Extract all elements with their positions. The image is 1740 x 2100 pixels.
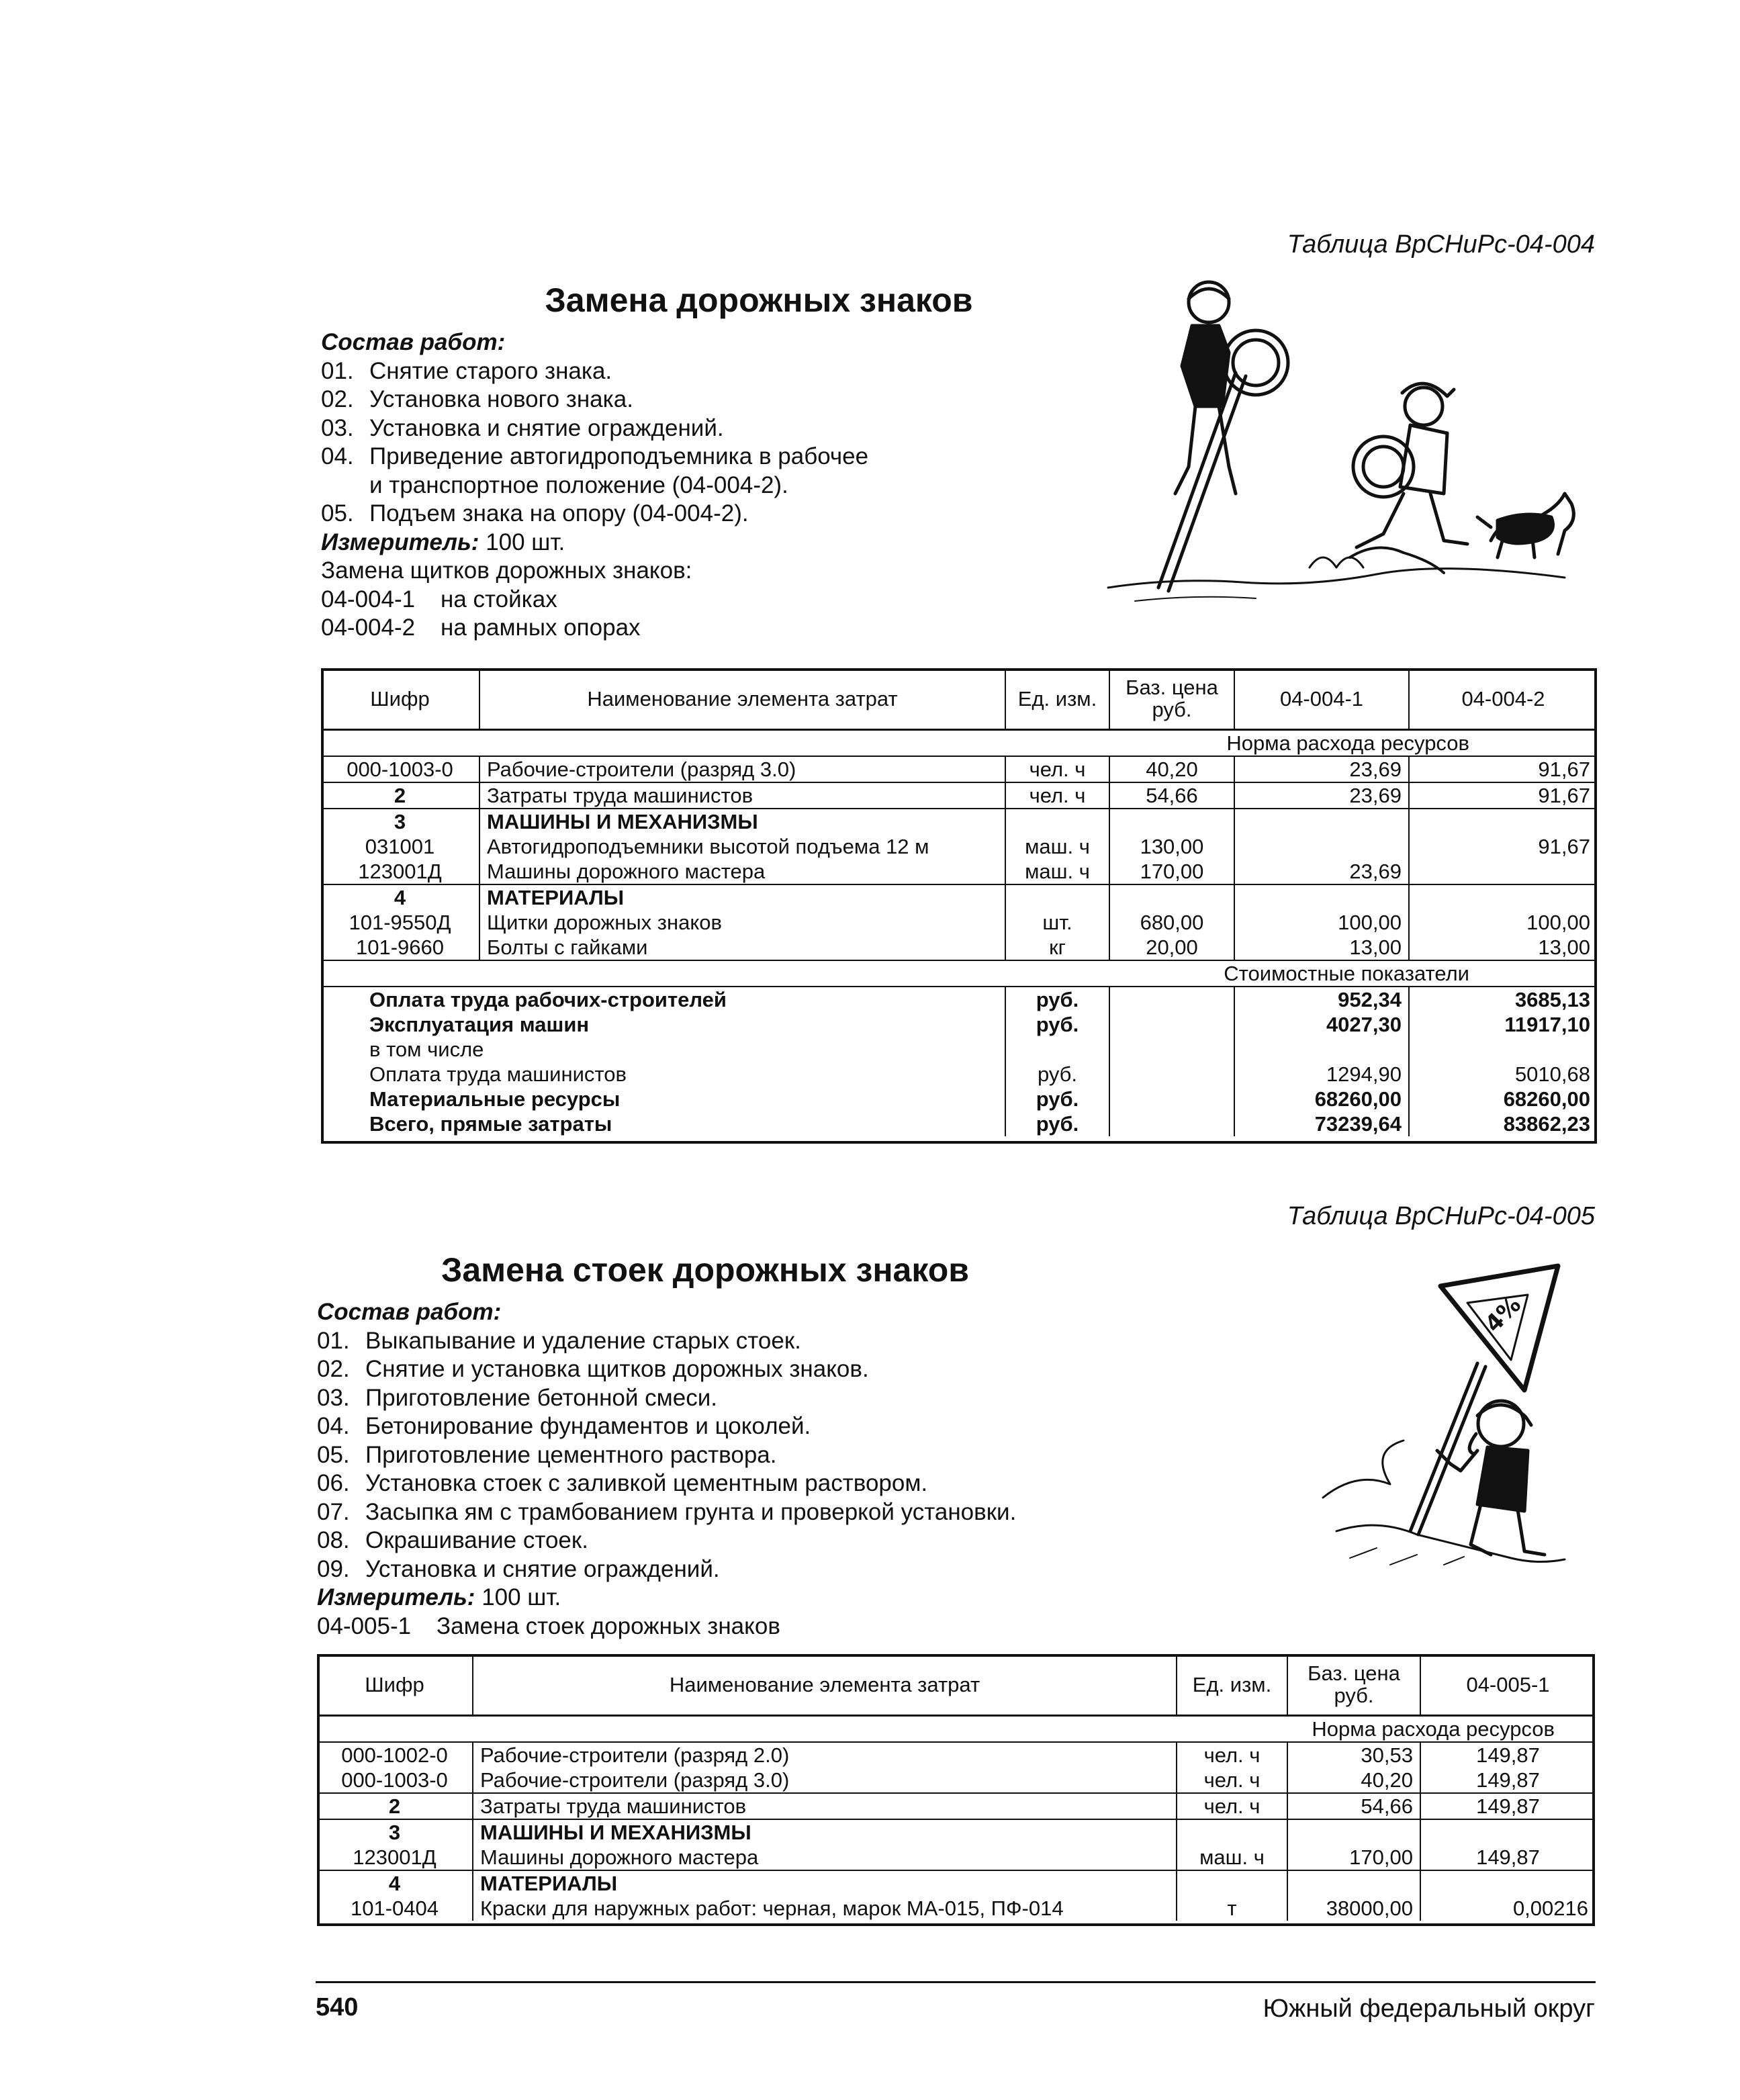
norm-label: Норма расхода ресурсов bbox=[321, 730, 1597, 757]
table-row: 000-1003-0 Рабочие-строители (разряд 3.0) чел. ч 40,20 23,69 91,67 bbox=[321, 756, 1597, 782]
work-item: 05. Приготовление цементного раствора. bbox=[317, 1441, 777, 1468]
footer-divider bbox=[316, 1981, 1596, 1983]
col-header: 04-004-1 bbox=[1234, 668, 1409, 730]
table-row: 000-1003-0 Рабочие-строители (разряд 3.0) чел. ч 40,20 149,87 bbox=[317, 1768, 1595, 1793]
table-row: 031001 Автогидроподъемники высотой подъема 12 м маш. ч 130,00 91,67 bbox=[321, 834, 1597, 859]
table-row: 123001Д Машины дорожного мастера маш. ч 170,00 149,87 bbox=[317, 1845, 1595, 1870]
col-header: Шифр bbox=[321, 668, 479, 730]
road-sign-workers-illustration bbox=[1095, 272, 1592, 621]
code-item: 04-004-1 на стойках bbox=[321, 586, 557, 612]
work-item: 09. Установка и снятие ограждений. bbox=[317, 1555, 720, 1582]
table-row: 101-9660 Болты с гайками кг 20,00 13,00 13,00 bbox=[321, 935, 1597, 960]
norm-label: Норма расхода ресурсов bbox=[317, 1716, 1595, 1743]
cost-table-2 bbox=[317, 1654, 1595, 1921]
work-item: 04. Приведение автогидроподъемника в рабочее bbox=[321, 443, 869, 469]
work-item: 01. Снятие старого знака. bbox=[321, 357, 612, 384]
work-composition-2 bbox=[317, 1298, 1324, 1641]
table-number-2: Таблица ВрСНиРс-04-005 bbox=[1287, 1202, 1595, 1230]
cost-section-row bbox=[321, 960, 1597, 987]
code-item: 04-005-1 Замена стоек дорожных знаков bbox=[317, 1612, 780, 1639]
table-row: 101-0404 Краски для наружных работ: черная, марок МА-015, ПФ-014 т 38000,00 0,00216 bbox=[317, 1896, 1595, 1921]
work-item: 05. Подъем знака на опору (04-004-2). bbox=[321, 500, 749, 527]
table-row: 3 МАШИНЫ И МЕХАНИЗМЫ bbox=[317, 1819, 1595, 1845]
col-header: Ед. изм. bbox=[1177, 1654, 1287, 1716]
work-item: и транспортное положение (04-004-2). bbox=[369, 471, 788, 498]
cost-row: Всего, прямые затраты руб. 73239,64 83862,23 bbox=[321, 1111, 1597, 1136]
col-header: 04-005-1 bbox=[1420, 1654, 1595, 1716]
norm-section-row bbox=[321, 730, 1597, 757]
norm-section-row bbox=[317, 1716, 1595, 1743]
work-composition-1 bbox=[321, 328, 1127, 643]
work-item: 02. Снятие и установка щитков дорожных знаков. bbox=[317, 1356, 869, 1382]
table-row: 101-9550Д Щитки дорожных знаков шт. 680,00 100,00 100,00 bbox=[321, 910, 1597, 935]
work-item: 06. Установка стоек с заливкой цементным раствором. bbox=[317, 1470, 928, 1496]
meter: Измеритель: 100 шт. bbox=[321, 529, 565, 555]
work-item: 02. Установка нового знака. bbox=[321, 386, 633, 412]
cost-table-1 bbox=[321, 668, 1597, 1136]
col-header: Наименование элемента затрат bbox=[473, 1654, 1177, 1716]
svg-text:4%: 4% bbox=[1479, 1291, 1526, 1338]
cost-row: Эксплуатация машин руб. 4027,30 11917,10 bbox=[321, 1012, 1597, 1037]
subtitle: Замена щитков дорожных знаков: bbox=[321, 557, 692, 584]
cost-row: в том числе bbox=[321, 1037, 1597, 1062]
work-item: 08. Окрашивание стоек. bbox=[317, 1527, 588, 1553]
table-row: 3 МАШИНЫ И МЕХАНИЗМЫ bbox=[321, 809, 1597, 834]
cost-label: Стоимостные показатели bbox=[321, 960, 1597, 987]
col-header: Шифр bbox=[317, 1654, 473, 1716]
table-header-row bbox=[317, 1654, 1595, 1716]
table-row: 4 МАТЕРИАЛЫ bbox=[317, 1870, 1595, 1896]
cost-row: Материальные ресурсы руб. 68260,00 68260,00 bbox=[321, 1087, 1597, 1111]
meter: Измеритель: 100 шт. bbox=[317, 1584, 561, 1610]
col-header: Ед. изм. bbox=[1005, 668, 1109, 730]
table-header-row bbox=[321, 668, 1597, 730]
work-item: 03. Приготовление бетонной смеси. bbox=[317, 1384, 717, 1411]
region-label: Южный федеральный округ bbox=[1263, 1995, 1595, 2023]
col-header: Наименование элемента затрат bbox=[479, 668, 1005, 730]
work-item: 07. Засыпка ям с трамбованием грунта и проверкой установки. bbox=[317, 1498, 1017, 1525]
table-row: 2 Затраты труда машинистов чел. ч 54,66 149,87 bbox=[317, 1793, 1595, 1819]
section-title-1: Замена дорожных знаков bbox=[545, 281, 973, 319]
col-header: 04-004-2 bbox=[1409, 668, 1597, 730]
cost-row: Оплата труда машинистов руб. 1294,90 5010,68 bbox=[321, 1062, 1597, 1087]
col-header: Баз. цена руб. bbox=[1109, 668, 1234, 730]
code-item: 04-004-2 на рамных опорах bbox=[321, 614, 641, 641]
table-row: 123001Д Машины дорожного мастера маш. ч 170,00 23,69 bbox=[321, 859, 1597, 884]
work-item: 01. Выкапывание и удаление старых стоек. bbox=[317, 1327, 801, 1354]
table-row: 2 Затраты труда машинистов чел. ч 54,66 23,69 91,67 bbox=[321, 782, 1597, 809]
work-item: 03. Установка и снятие ограждений. bbox=[321, 414, 724, 441]
sign-post-worker-illustration bbox=[1310, 1249, 1578, 1598]
composition-header: Состав работ: bbox=[317, 1299, 502, 1325]
page-number: 540 bbox=[316, 1993, 359, 2021]
section-title-2: Замена стоек дорожных знаков bbox=[441, 1251, 969, 1289]
composition-header: Состав работ: bbox=[321, 329, 506, 355]
cost-row: Оплата труда рабочих-строителей руб. 952,34 3685,13 bbox=[321, 987, 1597, 1012]
col-header: Баз. цена руб. bbox=[1287, 1654, 1420, 1716]
table-number-1: Таблица ВрСНиРс-04-004 bbox=[1287, 230, 1595, 259]
work-item: 04. Бетонирование фундаментов и цоколей. bbox=[317, 1413, 811, 1439]
table-row: 000-1002-0 Рабочие-строители (разряд 2.0) чел. ч 30,53 149,87 bbox=[317, 1742, 1595, 1768]
table-row: 4 МАТЕРИАЛЫ bbox=[321, 884, 1597, 910]
